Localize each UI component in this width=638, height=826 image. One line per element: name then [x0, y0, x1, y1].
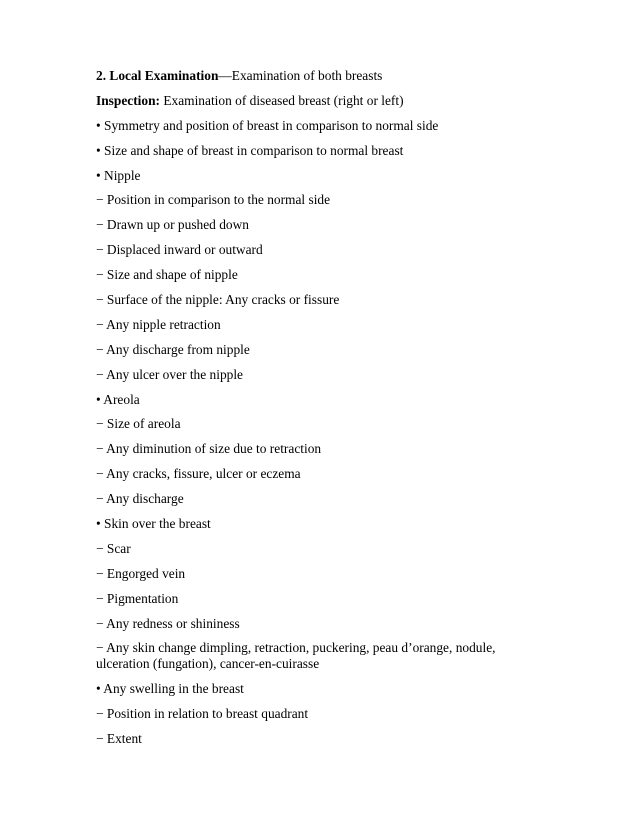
inspection-text: Examination of diseased breast (right or left)	[160, 92, 404, 108]
sub-item: − Any redness or shininess	[96, 615, 240, 631]
bullet-item-symmetry: • Symmetry and position of breast in comparison to normal side	[96, 117, 439, 133]
sub-item: − Position in comparison to the normal side	[96, 192, 331, 208]
sub-item: − Position in relation to breast quadrant	[96, 706, 309, 722]
sub-item: − Scar	[96, 540, 131, 556]
sub-item: − Any nipple retraction	[96, 316, 221, 332]
inspection-label: Inspection:	[96, 92, 160, 108]
bullet-item-size-shape: • Size and shape of breast in comparison to normal breast	[96, 142, 404, 158]
sub-item: − Any discharge	[96, 491, 184, 507]
sub-item: − Any diminution of size due to retraction	[96, 441, 322, 457]
bullet-item-skin: • Skin over the breast	[96, 516, 211, 532]
sub-item: − Any ulcer over the nipple	[96, 366, 243, 382]
bullet-item-swelling: • Any swelling in the breast	[96, 681, 244, 697]
bullet-item-nipple: • Nipple	[96, 167, 141, 183]
document-page	[96, 68, 526, 756]
sub-item: − Extent	[96, 731, 142, 747]
sub-item-skin-change: − Any skin change dimpling, retraction, puckering, peau d’orange, nodule, ulceration (fungation), cancer-en-cuirasse	[96, 640, 496, 672]
section-heading	[96, 68, 526, 84]
sub-item: − Size of areola	[96, 416, 181, 432]
sub-item: − Pigmentation	[96, 590, 179, 606]
inspection-line	[96, 93, 526, 109]
sub-item: − Surface of the nipple: Any cracks or fissure	[96, 292, 340, 308]
sub-item: − Displaced inward or outward	[96, 242, 263, 258]
section-heading-subtitle: —Examination of both breasts	[218, 68, 383, 83]
sub-item: − Size and shape of nipple	[96, 267, 238, 283]
sub-item: − Any discharge from nipple	[96, 341, 250, 357]
sub-item: − Any cracks, fissure, ulcer or eczema	[96, 466, 301, 482]
bullet-item-areola: • Areola	[96, 391, 140, 407]
sub-item: − Drawn up or pushed down	[96, 217, 249, 233]
section-heading-title: 2. Local Examination	[96, 68, 219, 83]
sub-item: − Engorged vein	[96, 565, 186, 581]
